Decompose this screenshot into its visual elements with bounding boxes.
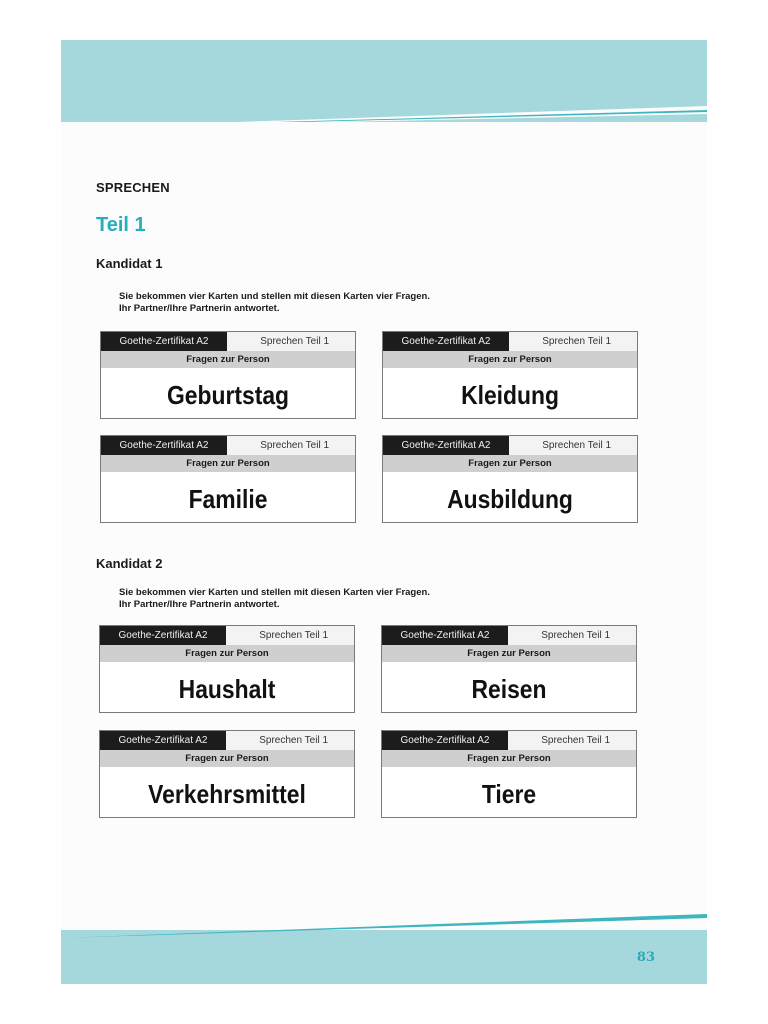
card-certificate: Goethe-Zertifikat A2 xyxy=(100,731,226,750)
page-title: Teil 1 xyxy=(96,214,146,236)
card-header xyxy=(101,436,355,455)
card-header xyxy=(101,332,355,351)
textbook-page xyxy=(61,40,707,984)
card-topic: Fragen zur Person xyxy=(101,455,355,472)
card-topic: Fragen zur Person xyxy=(101,351,355,368)
card-part: Sprechen Teil 1 xyxy=(227,332,355,351)
section-label: SPRECHEN xyxy=(96,180,170,195)
instruction-line: Ihr Partner/Ihre Partnerin antwortet. xyxy=(119,303,280,314)
page-number: 83 xyxy=(636,950,655,965)
card-part: Sprechen Teil 1 xyxy=(508,731,636,750)
exam-card xyxy=(99,625,355,713)
card-certificate: Goethe-Zertifikat A2 xyxy=(101,332,227,351)
card-topic: Fragen zur Person xyxy=(382,645,636,662)
card-topic: Fragen zur Person xyxy=(383,351,637,368)
card-part: Sprechen Teil 1 xyxy=(509,436,637,455)
card-part: Sprechen Teil 1 xyxy=(226,626,354,645)
exam-card xyxy=(382,331,638,419)
kandidat-1-instructions xyxy=(119,291,430,315)
instruction-line: Sie bekommen vier Karten und stellen mit diesen Karten vier Fragen. xyxy=(119,291,430,302)
card-word: Reisen xyxy=(471,674,547,704)
card-word: Geburtstag xyxy=(166,380,290,410)
card-certificate: Goethe-Zertifikat A2 xyxy=(382,731,508,750)
card-certificate: Goethe-Zertifikat A2 xyxy=(383,436,509,455)
card-word: Familie xyxy=(188,484,268,514)
card-topic: Fragen zur Person xyxy=(382,750,636,767)
card-word: Kleidung xyxy=(461,380,559,410)
kandidat-2-heading: Kandidat 2 xyxy=(96,556,163,571)
bottom-color-band xyxy=(61,930,707,984)
exam-card xyxy=(99,730,355,818)
card-certificate: Goethe-Zertifikat A2 xyxy=(383,332,509,351)
instruction-line: Sie bekommen vier Karten und stellen mit diesen Karten vier Fragen. xyxy=(119,587,430,598)
exam-card xyxy=(381,730,637,818)
kandidat-2-instructions xyxy=(119,587,430,611)
card-word: Tiere xyxy=(481,779,537,809)
card-part: Sprechen Teil 1 xyxy=(508,626,636,645)
card-certificate: Goethe-Zertifikat A2 xyxy=(382,626,508,645)
card-part: Sprechen Teil 1 xyxy=(509,332,637,351)
exam-card xyxy=(382,435,638,523)
card-word: Haushalt xyxy=(178,674,276,704)
card-word: Verkehrsmittel xyxy=(148,779,306,809)
card-certificate: Goethe-Zertifikat A2 xyxy=(101,436,227,455)
card-part: Sprechen Teil 1 xyxy=(227,436,355,455)
card-topic: Fragen zur Person xyxy=(100,750,354,767)
card-header xyxy=(382,626,636,645)
card-topic: Fragen zur Person xyxy=(100,645,354,662)
card-certificate: Goethe-Zertifikat A2 xyxy=(100,626,226,645)
card-header xyxy=(382,731,636,750)
exam-card xyxy=(100,331,356,419)
bottom-band-stripe xyxy=(61,914,707,938)
card-word: Ausbildung xyxy=(447,484,573,514)
kandidat-1-heading: Kandidat 1 xyxy=(96,256,163,271)
card-header xyxy=(100,626,354,645)
exam-card xyxy=(100,435,356,523)
top-band-stripe xyxy=(61,104,707,128)
instruction-line: Ihr Partner/Ihre Partnerin antwortet. xyxy=(119,599,280,610)
card-header xyxy=(383,332,637,351)
card-part: Sprechen Teil 1 xyxy=(226,731,354,750)
card-topic: Fragen zur Person xyxy=(383,455,637,472)
exam-card xyxy=(381,625,637,713)
card-header xyxy=(100,731,354,750)
card-header xyxy=(383,436,637,455)
